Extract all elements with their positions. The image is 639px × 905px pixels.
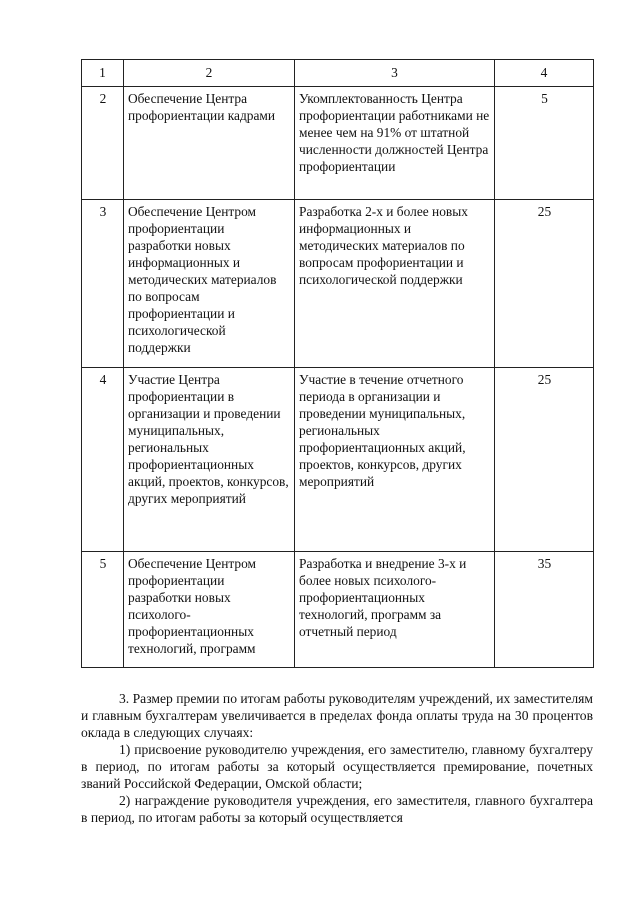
indicator-cell: Обеспечение Центра профориентации кадрами [124,87,295,200]
table-row [82,368,594,552]
table-row [82,87,594,200]
header-cell: 3 [295,60,495,87]
indicator-cell: Обеспечение Центром профориентации разработки новых психолого-профориентационных технологий, программ [124,552,295,668]
criterion-cell: Разработка и внедрение 3-х и более новых психолого-профориентационных технологий, программ за отчетный период [295,552,495,668]
paragraph: 3. Размер премии по итогам работы руководителям учреждений, их заместителям и главным бухгалтерам увеличивается в пределах фонда оплаты труда на 30 процентов оклада в следующих случаях: [81,691,593,740]
header-cell: 2 [124,60,295,87]
row-number: 2 [82,87,124,200]
table-row [82,552,594,668]
row-number: 4 [82,368,124,552]
body-text [81,690,593,826]
table-row [82,200,594,368]
header-cell: 4 [495,60,594,87]
row-number: 3 [82,200,124,368]
table-header-row [82,60,594,87]
header-cell: 1 [82,60,124,87]
value-cell: 5 [495,87,594,200]
criteria-table [81,59,594,668]
value-cell: 35 [495,552,594,668]
paragraph: 2) награждение руководителя учреждения, его заместителя, главного бухгалтера в период, по итогам работы за который осуществляется [81,793,593,825]
indicator-cell: Участие Центра профориентации в организации и проведении муниципальных, региональных профориентационных акций, проектов, конкурсов, других мероприятий [124,368,295,552]
value-cell: 25 [495,368,594,552]
indicator-cell: Обеспечение Центром профориентации разработки новых информационных и методических материалов по вопросам профориентации и психологической поддержки [124,200,295,368]
criterion-cell: Участие в течение отчетного периода в организации и проведении муниципальных, региональных профориентационных акций, проектов, конкурсов, других мероприятий [295,368,495,552]
paragraph: 1) присвоение руководителю учреждения, его заместителю, главному бухгалтеру в период, по итогам работы за который осуществляется премирование, почетных званий Российской Федерации, Омской области; [81,742,593,791]
criterion-cell: Укомплектованность Центра профориентации работниками не менее чем на 91% от штатной численности должностей Центра профориентации [295,87,495,200]
criterion-cell: Разработка 2-х и более новых информационных и методических материалов по вопросам профориентации и психологической поддержки [295,200,495,368]
row-number: 5 [82,552,124,668]
value-cell: 25 [495,200,594,368]
